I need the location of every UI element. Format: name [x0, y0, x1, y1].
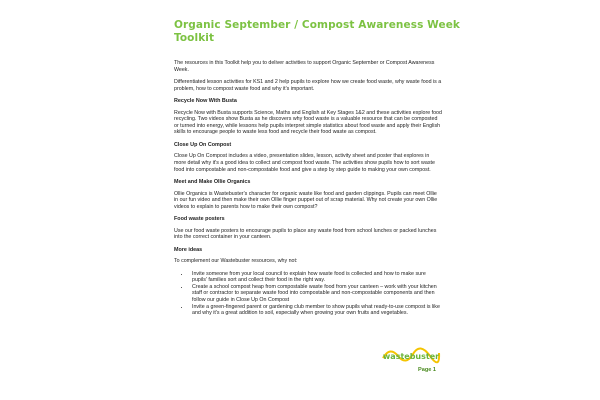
section-text-ollie: Ollie Organics is Wastebuster's character for organic waste like food and garden clippings. Pupils can meet Ollie in our fun video and then make their own Ollie finger puppet out of scrap material. Why not create your own Ollie videos to explain to parents how to make their own compost?: [174, 190, 438, 210]
document-body: [174, 60, 442, 317]
intro-paragraph: The resources in this Toolkit help you to deliver activities to support Organic September or Compost Awareness Week.: [174, 60, 435, 73]
list-item: • Invite a green-fingered parent or gardening club member to show pupils what ready-to-use compost is like and why it's a great addition to soil, especially when growing your own fruits and vegetables.: [190, 304, 442, 317]
section-heading-compost: Close Up On Compost: [174, 141, 232, 148]
section-heading-busta: Recycle Now With Busta: [174, 97, 237, 104]
document-title: Organic September / Compost Awareness Week Toolkit: [174, 19, 461, 44]
logo-text: wastebuster: [382, 352, 440, 361]
list-item: • Create a school compost heap from compostable waste food from your canteen – work with your kitchen staff or contractor to separate waste food into compostable and non-compostable components and then follow our guide in Close Up On Compost: [190, 284, 442, 304]
section-heading-more-ideas: More ideas: [174, 246, 203, 253]
page-number: Page 1: [418, 367, 437, 373]
ideas-list: [174, 271, 442, 317]
wastebuster-logo: [380, 344, 442, 366]
list-item: • Invite someone from your local council to explain how waste food is collected and how to make sure pupils' families sort and collect their food in the right way.: [190, 271, 442, 284]
section-text-busta: Recycle Now with Busta supports Science, Maths and English at Key Stages 1&2 and these activities explore food recycling. Two videos show Busta as he discovers why food waste is a valuable resource that can be composted or turned into energy, while lessons help pupils interpret simple statistics about food waste and apply their English skills to encourage people to waste less food and recycle their food waste as compost.: [174, 109, 442, 136]
section-text-more-ideas: To complement our Wastebuster resources, why not:: [174, 258, 298, 265]
section-heading-ollie: Meet and Make Ollie Organics: [174, 178, 251, 185]
differentiated-paragraph: Differentiated lesson activities for KS1 and 2 help pupils to explore how we create food waste, why waste food is a problem, how to compost waste food and why it's important.: [174, 78, 442, 92]
section-text-posters: Use our food waste posters to encourage pupils to place any waste food from school lunches or packed lunches into the correct container in your canteen.: [174, 227, 437, 241]
section-heading-posters: Food waste posters: [174, 216, 225, 223]
section-text-compost: Close Up On Compost includes a video, presentation slides, lesson, activity sheet and poster that explores in more detail why it's a good idea to collect and compost food waste. The activities show pupils how to sort waste food into compostable and non-compostable food and give a step by step guide to making your own compost.: [174, 153, 435, 173]
